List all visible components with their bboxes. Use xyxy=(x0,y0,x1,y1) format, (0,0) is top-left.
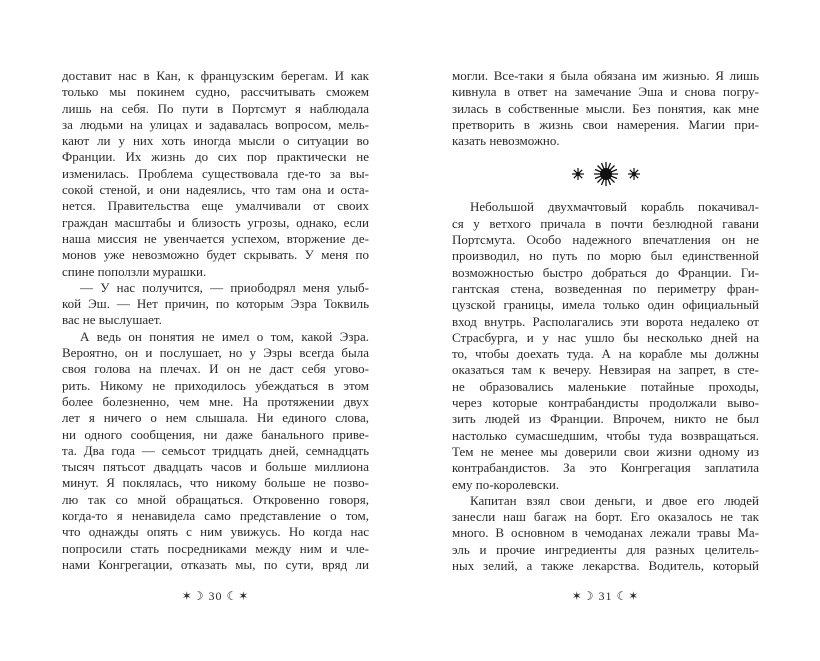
right-page-text-before xyxy=(452,68,759,149)
text-line: много. В основном в чемоданах лежали травы Ма- xyxy=(452,525,759,541)
page-number-left: ✶☽ 30 ☾✶ xyxy=(181,589,250,603)
text-line: ных зелий, а также лекарства. Водитель, который xyxy=(452,558,759,574)
text-line: претворить в жизнь свои намерения. Магии при- xyxy=(452,116,759,132)
text-line: ни одного сообщения, ни даже банального приве- xyxy=(62,426,369,442)
text-line: лет я ничего о нем слышала. Ни единого слова, xyxy=(62,410,369,426)
text-line: за людьми на улицах и задавалась вопросом, мель- xyxy=(62,116,369,132)
text-line: эль и прочие ингредиенты для разных целитель- xyxy=(452,541,759,557)
text-line: ся у ветхого причала в почти безлюдной гавани xyxy=(452,215,759,231)
text-line: доставит нас в Кан, к французским берегам. И как xyxy=(62,68,369,83)
page-number-right: ✶☽ 31 ☾✶ xyxy=(571,589,640,603)
text-line: сокой стеной, и они надеялись, что там она и оста- xyxy=(62,182,369,198)
text-line: возможностью быстро добраться до Франции. Ги- xyxy=(452,264,759,280)
text-line: не образовались маленькие потайные проходы, xyxy=(452,378,759,394)
text-line: — У нас получится, — приободрял меня улыб- xyxy=(80,279,369,295)
starburst-icon xyxy=(593,161,619,187)
text-line: когда-то я ненавидела само представление о том, xyxy=(62,508,369,524)
text-line: кают ли у них хоть иногда мысли о ситуации во xyxy=(62,133,369,149)
text-line: Капитан взял свои деньги, и двое его людей xyxy=(470,492,759,508)
text-line: попросили стать посредниками между ним и чле- xyxy=(62,540,369,556)
text-line: зить людей из Франции. Впрочем, никто не был xyxy=(452,411,759,427)
text-line: Вероятно, он и послушает, но у Эзры всегда была xyxy=(62,345,369,361)
left-page xyxy=(62,68,369,573)
text-line: тысяч пятьсот двадцать часов и больше миллиона xyxy=(62,459,369,475)
text-line: ему по-королевски. xyxy=(452,476,560,492)
text-line: рить. Никому не приходилось убеждаться в этом xyxy=(62,377,369,393)
small-star-icon xyxy=(627,167,641,181)
text-line: вас не выслушает. xyxy=(62,312,162,328)
text-line: та. Два года — семьсот тридцать дней, семнадцать xyxy=(62,442,369,458)
text-line: гантская стена, возведенная по периметру фран- xyxy=(452,280,759,296)
text-line: спине поползли мурашки. xyxy=(62,263,207,279)
text-line: контрабандистов. За это Конгрегация заплатила xyxy=(452,460,759,476)
text-line: производил, но путь по морю был единственной xyxy=(452,248,759,264)
section-divider-ornament xyxy=(452,149,759,199)
text-line: занесли наш багаж на борт. Его оказалось не так xyxy=(452,509,759,525)
text-line: Тем не менее мы доверили свои жизни одному из xyxy=(452,443,759,459)
text-line: кой Эш. — Нет причин, по которым Эзра Токвиль xyxy=(62,296,369,312)
text-line: нется. Правительства еще умалчивали от своих xyxy=(62,198,369,214)
text-line: А ведь он понятия не имел о том, какой Эзра. xyxy=(80,328,369,344)
text-line: зилась в собственные мысли. Без понятия, как мне xyxy=(452,100,759,116)
text-line: казать невозможно. xyxy=(452,133,560,149)
text-line: лишь на себя. По пути в Портсмут я наблюдала xyxy=(62,100,369,116)
text-line: минут. Я поклялась, что никому больше не позво- xyxy=(62,475,369,491)
text-line: изменилась. Проблема существовала где-то за вы- xyxy=(62,165,369,181)
text-line: лю так со мной обращаться. Откровенно говоря, xyxy=(62,491,369,507)
text-line: монов уже невозможно будет скрывать. У меня по xyxy=(62,247,369,263)
text-line: более болезненно, чем мне. На протяжении двух xyxy=(62,393,369,409)
text-line: граждан масштабы и близость угрозы, однако, если xyxy=(62,214,369,230)
right-page-text-after xyxy=(452,199,759,574)
text-line: Портсмута. Особо надежного впечатления он не xyxy=(452,232,759,248)
text-line: вход внутрь. Располагались эти ворота недалеко от xyxy=(452,313,759,329)
text-line: Страсбурга, и у нас ушло бы несколько дней на xyxy=(452,329,759,345)
text-line: настолько сумасшедшим, чтобы туда возвращаться. xyxy=(452,427,759,443)
text-line: оказаться там к вечеру. Невзирая на запрет, в сте- xyxy=(452,362,759,378)
text-line: кивнула в ответ на замечание Эша и снова погру- xyxy=(452,84,759,100)
text-line: через которые контрабандисты продолжали выво- xyxy=(452,395,759,411)
small-star-icon xyxy=(571,167,585,181)
left-page-text xyxy=(62,68,369,573)
text-line: Небольшой двухмачтовый корабль покачивал- xyxy=(470,199,759,215)
text-line: то, чтобы доехать туда. А на корабле мы должны xyxy=(452,346,759,362)
text-line: могли. Все-таки я была обязана им жизнью. Я лишь xyxy=(452,68,759,83)
text-line: что однажды опять с ним увижусь. Но когда нас xyxy=(62,524,369,540)
text-line: своя голова на плечах. И он не даст себя угово- xyxy=(62,361,369,377)
text-line: наша миссия не увенчается успехом, вторжение де- xyxy=(62,230,369,246)
text-line: Франции. Их жизнь до сих пор практически не xyxy=(62,149,369,165)
text-line: только мы покинем судно, рассчитывать сможем xyxy=(62,84,369,100)
text-line: цузской границы, имела только один официальный xyxy=(452,297,759,313)
right-page xyxy=(452,68,759,574)
text-line: нами Конгрегации, отказать мы, по сути, вряд ли xyxy=(62,556,369,572)
